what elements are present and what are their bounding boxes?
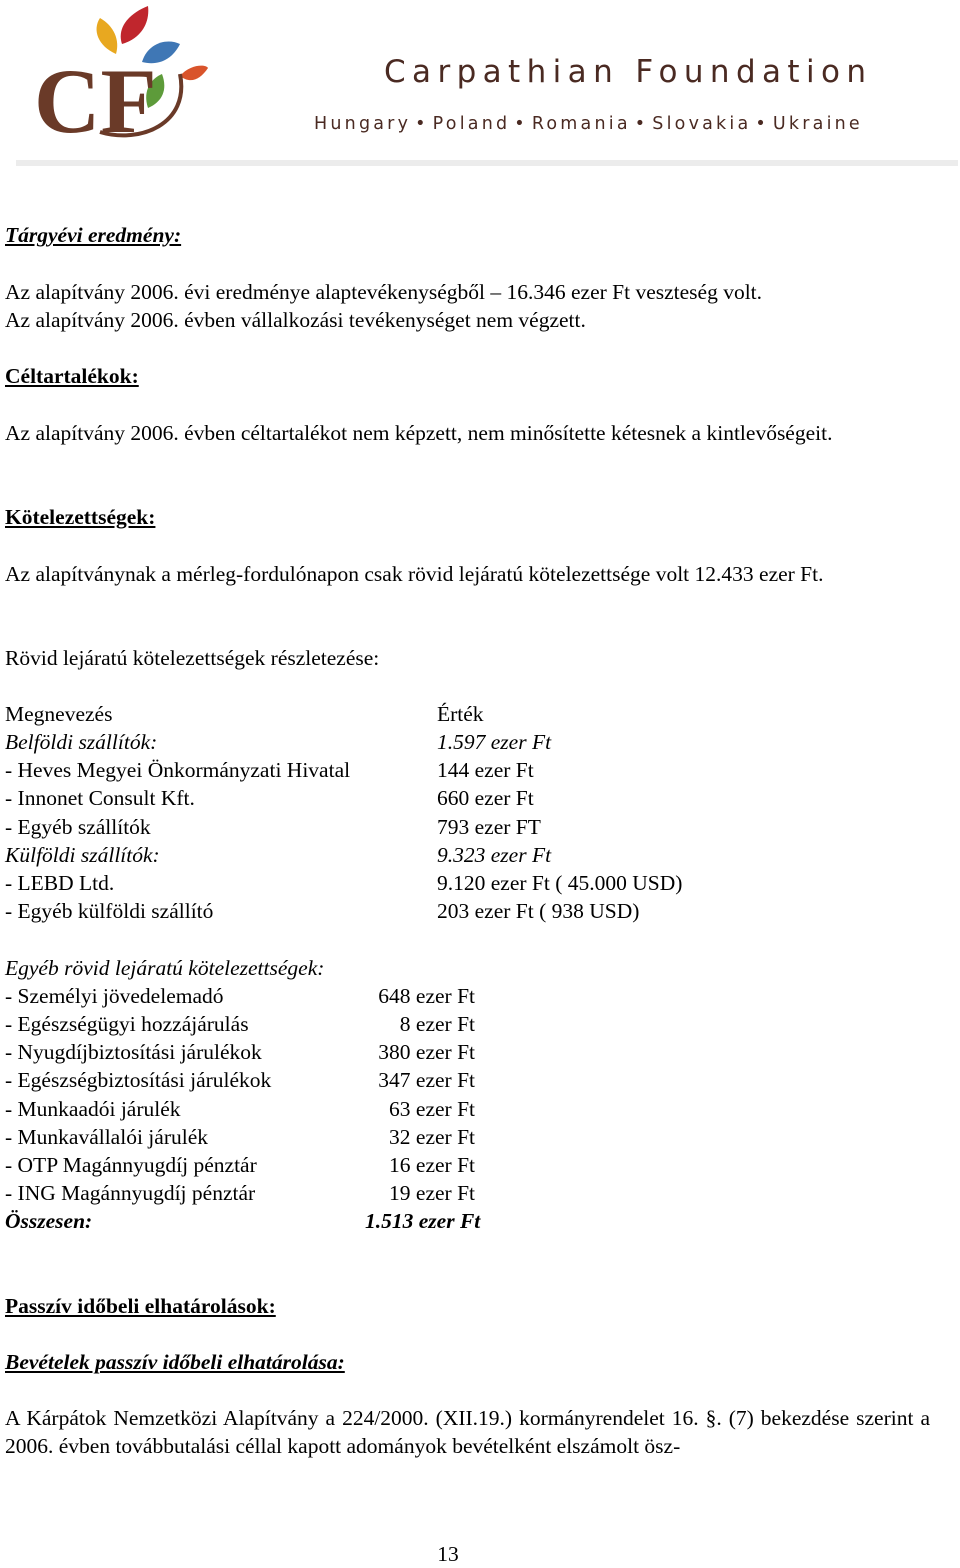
detail-title: Rövid lejáratú kötelezettségek részletezése: (5, 646, 380, 670)
country-poland: Poland (432, 114, 511, 134)
table-total-label: Összesen: (5, 1209, 93, 1233)
table-row-value: 793 ezer FT (437, 815, 541, 839)
country-ukraine: Ukraine (772, 114, 863, 134)
paragraph: A Kárpátok Nemzetközi Alapítvány a 224/2000. (XII.19.) kormányrendelet 16. §. (7) bekezdése szerint a 2006. évben továbbutalási céllal kapott adományok bevételként elszámolt ösz- (5, 1406, 930, 1459)
organization-name: Carpathian Foundation (384, 54, 873, 90)
table-row-value: 63 ezer Ft (389, 1097, 475, 1121)
table-row-value: 19 ezer Ft (389, 1181, 475, 1205)
table-row-value: 32 ezer Ft (389, 1125, 475, 1149)
table-row-value: 380 ezer Ft (378, 1040, 475, 1064)
table-row-value: 16 ezer Ft (389, 1153, 475, 1177)
country-slovakia: Slovakia (652, 114, 752, 134)
page-number: 13 (437, 1542, 459, 1566)
separator-dot: • (634, 114, 649, 134)
table-row-value: 347 ezer Ft (378, 1068, 475, 1092)
svg-text:CF: CF (34, 50, 157, 144)
table-title: Egyéb rövid lejáratú kötelezettségek: (5, 956, 325, 980)
table-row-value: 9.120 ezer Ft ( 45.000 USD) (437, 871, 683, 895)
letterhead (0, 0, 960, 170)
paragraph-line: Az alapítvány 2006. évi eredménye alaptevékenységből – 16.346 ezer Ft veszteség volt. (5, 280, 763, 304)
table-row-value: 8 ezer Ft (399, 1012, 475, 1036)
table-row-name: - ING Magánnyugdíj pénztár (5, 1181, 256, 1205)
country-list (314, 110, 863, 138)
table-row-name: - Egészségügyi hozzájárulás (5, 1012, 249, 1036)
table-row-name: - Egyéb külföldi szállító (5, 899, 214, 923)
paragraph: Az alapítvány 2006. évben céltartalékot nem képzett, nem minősítette kétesnek a kintlevőségeit. (5, 421, 833, 445)
carpathian-foundation-logo (30, 4, 210, 144)
table-row-name: Belföldi szállítók: (5, 730, 158, 754)
table-row-name: - Munkavállalói járulék (5, 1125, 208, 1149)
paragraph-line: Az alapítvány 2006. évben vállalkozási tevékenységet nem végzett. (5, 308, 586, 332)
table-row-name: - Munkaadói járulék (5, 1097, 181, 1121)
country-romania: Romania (531, 114, 631, 134)
separator-dot: • (514, 114, 528, 134)
header-divider (16, 160, 958, 166)
table-row-name: - OTP Magánnyugdíj pénztár (5, 1153, 257, 1177)
table-total-value: 1.513 ezer Ft (365, 1209, 481, 1233)
section-heading-passziv: Passzív időbeli elhatárolások: (5, 1294, 276, 1318)
separator-dot: • (415, 114, 429, 134)
table-row-value: 1.597 ezer Ft (437, 730, 552, 754)
paragraph: Az alapítványnak a mérleg-fordulónapon csak rövid lejáratú kötelezettsége volt 12.433 ezer Ft. (5, 562, 824, 586)
table-row-value: 648 ezer Ft (378, 984, 475, 1008)
section-heading-targyevi: Tárgyévi eredmény: (5, 223, 182, 247)
country-hungary: Hungary (314, 114, 412, 134)
table-row-value: 9.323 ezer Ft (437, 843, 552, 867)
section-heading-kotelezettsegek: Kötelezettségek: (5, 505, 156, 529)
table-header-value: Érték (437, 702, 484, 726)
table-row-name: - Nyugdíjbiztosítási járulékok (5, 1040, 262, 1064)
table-row-value: 660 ezer Ft (437, 786, 534, 810)
separator-dot: • (755, 114, 769, 134)
table-row-name: - Egyéb szállítók (5, 815, 151, 839)
subsection-heading: Bevételek passzív időbeli elhatárolása: (5, 1350, 345, 1374)
table-row-name: Külföldi szállítók: (5, 843, 160, 867)
table-row-name: - Heves Megyei Önkormányzati Hivatal (5, 758, 351, 782)
table-row-name: - Innonet Consult Kft. (5, 786, 195, 810)
table-header-name: Megnevezés (5, 702, 113, 726)
table-row-value: 203 ezer Ft ( 938 USD) (437, 899, 640, 923)
table-row-name: - LEBD Ltd. (5, 871, 115, 895)
table-row-name: - Egészségbiztosítási járulékok (5, 1068, 272, 1092)
section-heading-celtartalekok: Céltartalékok: (5, 364, 139, 388)
table-row-name: - Személyi jövedelemadó (5, 984, 224, 1008)
table-row-value: 144 ezer Ft (437, 758, 534, 782)
